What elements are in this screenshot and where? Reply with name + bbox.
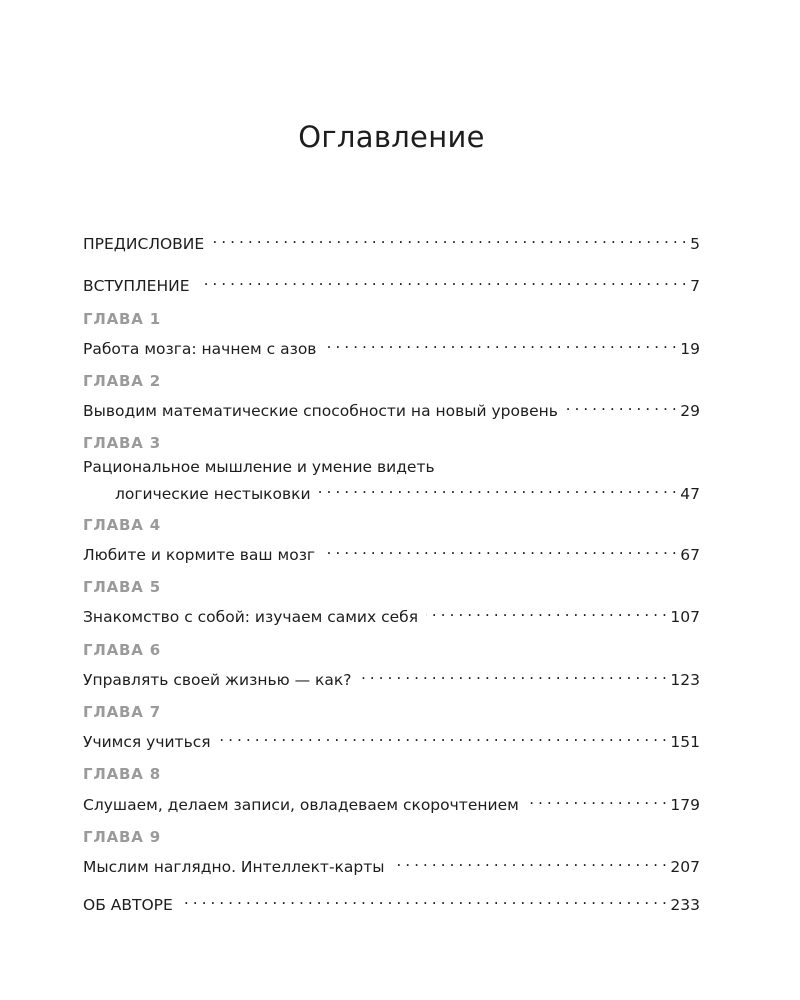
toc-entry-page: 67 bbox=[680, 546, 700, 564]
toc-entry-chapter-3-line1[interactable] bbox=[83, 456, 700, 478]
chapter-label: ГЛАВА 5 bbox=[83, 578, 161, 596]
dot-leader bbox=[323, 538, 676, 560]
chapter-label: ГЛАВА 3 bbox=[83, 434, 161, 452]
dot-leader bbox=[198, 269, 687, 291]
dot-leader bbox=[566, 394, 676, 416]
chapter-label: ГЛАВА 9 bbox=[83, 828, 161, 846]
toc-entry-title-continued: логические нестыковки bbox=[115, 485, 311, 503]
toc-entry-page: 29 bbox=[680, 402, 700, 420]
toc-entry-page: 151 bbox=[670, 733, 700, 751]
toc-entry-page: 123 bbox=[670, 671, 700, 689]
dot-leader bbox=[393, 850, 667, 872]
chapter-label: ГЛАВА 2 bbox=[83, 372, 161, 390]
toc-entry-page: 107 bbox=[670, 608, 700, 626]
chapter-label: ГЛАВА 6 bbox=[83, 641, 161, 659]
chapter-label: ГЛАВА 8 bbox=[83, 765, 161, 783]
dot-leader bbox=[426, 600, 666, 622]
toc-entry-chapter-6[interactable] bbox=[83, 663, 700, 689]
dot-leader bbox=[181, 888, 667, 910]
toc-entry-chapter-8[interactable] bbox=[83, 788, 700, 814]
toc-entry-chapter-5[interactable] bbox=[83, 600, 700, 626]
chapter-label: ГЛАВА 4 bbox=[83, 516, 161, 534]
toc-entry-title: ОБ АВТОРЕ bbox=[83, 896, 173, 914]
toc-entry-title: Управлять своей жизнью — как? bbox=[83, 671, 352, 689]
toc-entry-chapter-4[interactable] bbox=[83, 538, 700, 564]
dot-leader bbox=[319, 477, 677, 499]
dot-leader bbox=[527, 788, 667, 810]
toc-entry-chapter-7[interactable] bbox=[83, 725, 700, 751]
dot-leader bbox=[212, 227, 686, 249]
toc-entry-title: Слушаем, делаем записи, овладеваем скорочтением bbox=[83, 796, 519, 814]
toc-entry-chapter-2[interactable] bbox=[83, 394, 700, 420]
chapter-label: ГЛАВА 7 bbox=[83, 703, 161, 721]
toc-entry-title: Выводим математические способности на новый уровень bbox=[83, 402, 558, 420]
page-title: Оглавление bbox=[298, 120, 485, 154]
toc-entry-chapter-1[interactable] bbox=[83, 332, 700, 358]
toc-entry-about-author[interactable] bbox=[83, 888, 700, 914]
toc-entry-chapter-3[interactable] bbox=[115, 477, 700, 503]
toc-entry-page: 179 bbox=[670, 796, 700, 814]
chapter-label: ГЛАВА 1 bbox=[83, 310, 161, 328]
dot-leader bbox=[219, 725, 667, 747]
toc-entry-title: Любите и кормите ваш мозг bbox=[83, 546, 316, 564]
toc-entry-page: 47 bbox=[680, 485, 700, 503]
toc-entry-title: Мыслим наглядно. Интеллект-карты bbox=[83, 858, 385, 876]
toc-entry-title: Знакомство с собой: изучаем самих себя bbox=[83, 608, 419, 626]
dot-leader bbox=[359, 663, 666, 685]
toc-entry-page: 233 bbox=[670, 896, 700, 914]
toc-entry-page: 7 bbox=[690, 277, 700, 295]
toc-entry-title: Работа мозга: начнем с азов bbox=[83, 340, 317, 358]
toc-entry-introduction[interactable] bbox=[83, 269, 700, 295]
toc-entry-title: Учимся учиться bbox=[83, 733, 211, 751]
dot-leader bbox=[324, 332, 676, 354]
toc-entry-chapter-9[interactable] bbox=[83, 850, 700, 876]
toc-entry-page: 19 bbox=[680, 340, 700, 358]
toc-entry-title: ВСТУПЛЕНИЕ bbox=[83, 277, 190, 295]
toc-entry-title: ПРЕДИСЛОВИЕ bbox=[83, 235, 205, 253]
toc-entry-title: Рациональное мышление и умение видеть bbox=[83, 458, 435, 476]
toc-entry-page: 5 bbox=[690, 235, 700, 253]
toc-entry-page: 207 bbox=[670, 858, 700, 876]
toc-entry-preface[interactable] bbox=[83, 227, 700, 253]
